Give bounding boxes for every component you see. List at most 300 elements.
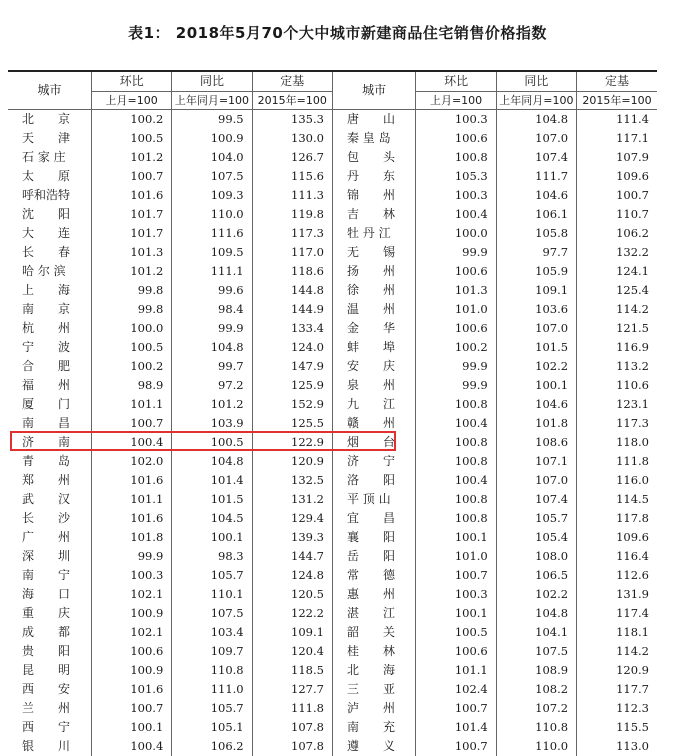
mom-cell: 100.3 — [416, 186, 496, 205]
fixed-cell: 120.9 — [252, 452, 332, 471]
mom-cell: 101.1 — [416, 661, 496, 680]
fixed-cell: 152.9 — [252, 395, 332, 414]
fixed-cell: 117.1 — [577, 129, 657, 148]
city-cell: 成 都 — [8, 623, 91, 642]
fixed-cell: 115.6 — [252, 167, 332, 186]
table-row — [8, 357, 657, 376]
fixed-cell: 125.9 — [252, 376, 332, 395]
mom-cell: 100.8 — [416, 452, 496, 471]
city-cell: 北 京 — [8, 110, 91, 130]
mom-cell: 101.0 — [416, 547, 496, 566]
mom-cell: 101.6 — [91, 509, 171, 528]
city-cell: 上 海 — [8, 281, 91, 300]
city-cell: 呼和浩特 — [8, 186, 91, 205]
fixed-cell: 144.7 — [252, 547, 332, 566]
mom-cell: 100.1 — [91, 718, 171, 737]
yoy-cell: 102.2 — [496, 357, 576, 376]
fixed-cell: 123.1 — [577, 395, 657, 414]
city-cell: 天 津 — [8, 129, 91, 148]
fixed-cell: 118.1 — [577, 623, 657, 642]
fixed-cell: 121.5 — [577, 319, 657, 338]
mom-cell: 101.2 — [91, 262, 171, 281]
mom-cell: 100.5 — [91, 129, 171, 148]
city-cell: 南 昌 — [8, 414, 91, 433]
fixed-column-header-2: 定基 — [577, 71, 657, 92]
city-cell: 长 春 — [8, 243, 91, 262]
fixed-cell: 112.6 — [577, 566, 657, 585]
city-cell: 九 江 — [332, 395, 415, 414]
fixed-cell: 125.4 — [577, 281, 657, 300]
city-cell: 南 充 — [332, 718, 415, 737]
city-cell: 泉 州 — [332, 376, 415, 395]
mom-cell: 100.6 — [416, 262, 496, 281]
yoy-cell: 105.8 — [496, 224, 576, 243]
table-row — [8, 585, 657, 604]
fixed-cell: 111.3 — [252, 186, 332, 205]
table-row — [8, 699, 657, 718]
table-row — [8, 167, 657, 186]
fixed-cell: 116.9 — [577, 338, 657, 357]
city-cell: 扬 州 — [332, 262, 415, 281]
yoy-cell: 101.5 — [172, 490, 252, 509]
city-cell: 重 庆 — [8, 604, 91, 623]
city-cell: 温 州 — [332, 300, 415, 319]
fixed-cell: 119.8 — [252, 205, 332, 224]
yoy-cell: 100.9 — [172, 129, 252, 148]
yoy-cell: 107.0 — [496, 471, 576, 490]
yoy-cell: 105.1 — [172, 718, 252, 737]
city-cell: 西 宁 — [8, 718, 91, 737]
city-cell: 岳 阳 — [332, 547, 415, 566]
table-row — [8, 737, 657, 756]
mom-cell: 100.6 — [91, 642, 171, 661]
fixed-cell: 116.4 — [577, 547, 657, 566]
table-title: 表1： 2018年5月70个大中城市新建商品住宅销售价格指数 — [0, 22, 675, 43]
yoy-cell: 109.1 — [496, 281, 576, 300]
city-cell: 广 州 — [8, 528, 91, 547]
city-cell: 牡 丹 江 — [332, 224, 415, 243]
mom-cell: 101.3 — [91, 243, 171, 262]
yoy-cell: 109.3 — [172, 186, 252, 205]
yoy-cell: 100.1 — [172, 528, 252, 547]
mom-cell: 100.9 — [91, 661, 171, 680]
city-cell: 西 安 — [8, 680, 91, 699]
city-cell: 兰 州 — [8, 699, 91, 718]
yoy-cell: 100.5 — [172, 433, 252, 452]
fixed-cell: 117.3 — [577, 414, 657, 433]
table-row — [8, 452, 657, 471]
fixed-cell: 130.0 — [252, 129, 332, 148]
fixed-cell: 112.3 — [577, 699, 657, 718]
yoy-cell: 107.4 — [496, 490, 576, 509]
table-row — [8, 338, 657, 357]
city-cell: 武 汉 — [8, 490, 91, 509]
fixed-cell: 117.3 — [252, 224, 332, 243]
fixed-cell: 107.8 — [252, 718, 332, 737]
yoy-cell: 99.7 — [172, 357, 252, 376]
city-cell: 厦 门 — [8, 395, 91, 414]
yoy-cell: 101.5 — [496, 338, 576, 357]
mom-cell: 101.8 — [91, 528, 171, 547]
table-row — [8, 395, 657, 414]
yoy-cell: 107.4 — [496, 148, 576, 167]
yoy-cell: 106.1 — [496, 205, 576, 224]
fixed-cell: 122.2 — [252, 604, 332, 623]
fixed-cell: 144.9 — [252, 300, 332, 319]
yoy-cell: 109.5 — [172, 243, 252, 262]
city-cell: 贵 阳 — [8, 642, 91, 661]
yoy-cell: 111.0 — [172, 680, 252, 699]
yoy-cell: 103.6 — [496, 300, 576, 319]
city-cell: 吉 林 — [332, 205, 415, 224]
mom-base-label-2: 上月=100 — [416, 92, 496, 110]
fixed-cell: 100.7 — [577, 186, 657, 205]
table-row — [8, 414, 657, 433]
fixed-cell: 117.4 — [577, 604, 657, 623]
mom-cell: 101.7 — [91, 224, 171, 243]
mom-cell: 100.8 — [416, 509, 496, 528]
fixed-cell: 131.2 — [252, 490, 332, 509]
fixed-cell: 110.7 — [577, 205, 657, 224]
table-row — [8, 148, 657, 167]
fixed-cell: 107.9 — [577, 148, 657, 167]
mom-cell: 100.6 — [416, 129, 496, 148]
mom-cell: 100.4 — [416, 471, 496, 490]
mom-cell: 100.8 — [416, 433, 496, 452]
table-row — [8, 566, 657, 585]
mom-cell: 100.8 — [416, 148, 496, 167]
mom-cell: 100.7 — [416, 737, 496, 756]
fixed-cell: 147.9 — [252, 357, 332, 376]
yoy-cell: 105.7 — [172, 699, 252, 718]
fixed-cell: 109.6 — [577, 528, 657, 547]
yoy-cell: 106.2 — [172, 737, 252, 756]
mom-cell: 101.0 — [416, 300, 496, 319]
yoy-cell: 105.7 — [496, 509, 576, 528]
city-cell: 洛 阳 — [332, 471, 415, 490]
fixed-cell: 110.6 — [577, 376, 657, 395]
mom-cell: 99.9 — [416, 376, 496, 395]
mom-cell: 101.2 — [91, 148, 171, 167]
fixed-cell: 115.5 — [577, 718, 657, 737]
table-row — [8, 376, 657, 395]
city-cell: 郑 州 — [8, 471, 91, 490]
mom-cell: 100.3 — [416, 110, 496, 130]
city-cell: 昆 明 — [8, 661, 91, 680]
fixed-cell: 125.5 — [252, 414, 332, 433]
city-cell: 赣 州 — [332, 414, 415, 433]
mom-cell: 105.3 — [416, 167, 496, 186]
fixed-cell: 107.8 — [252, 737, 332, 756]
fixed-cell: 117.8 — [577, 509, 657, 528]
mom-cell: 100.5 — [416, 623, 496, 642]
city-cell: 包 头 — [332, 148, 415, 167]
mom-column-header: 环比 — [91, 71, 171, 92]
city-cell: 唐 山 — [332, 110, 415, 130]
yoy-cell: 110.0 — [496, 737, 576, 756]
fixed-cell: 132.2 — [577, 243, 657, 262]
yoy-cell: 111.6 — [172, 224, 252, 243]
fixed-cell: 120.9 — [577, 661, 657, 680]
mom-cell: 100.7 — [91, 414, 171, 433]
city-cell: 银 川 — [8, 737, 91, 756]
fixed-cell: 111.8 — [577, 452, 657, 471]
mom-cell: 100.4 — [91, 737, 171, 756]
mom-cell: 98.9 — [91, 376, 171, 395]
fixed-cell: 114.2 — [577, 300, 657, 319]
yoy-cell: 104.8 — [172, 338, 252, 357]
mom-cell: 100.7 — [91, 167, 171, 186]
mom-cell: 100.5 — [91, 338, 171, 357]
fixed-cell: 131.9 — [577, 585, 657, 604]
yoy-cell: 111.1 — [172, 262, 252, 281]
city-cell: 襄 阳 — [332, 528, 415, 547]
table-row — [8, 243, 657, 262]
mom-cell: 101.6 — [91, 471, 171, 490]
yoy-cell: 110.8 — [172, 661, 252, 680]
fixed-base-label-2: 2015年=100 — [577, 92, 657, 110]
fixed-cell: 114.5 — [577, 490, 657, 509]
city-column-header: 城市 — [8, 71, 91, 110]
city-cell: 深 圳 — [8, 547, 91, 566]
mom-cell: 101.1 — [91, 490, 171, 509]
city-cell: 烟 台 — [332, 433, 415, 452]
table-body — [8, 110, 657, 756]
yoy-cell: 99.6 — [172, 281, 252, 300]
yoy-cell: 107.5 — [496, 642, 576, 661]
yoy-cell: 103.9 — [172, 414, 252, 433]
yoy-cell: 101.8 — [496, 414, 576, 433]
mom-cell: 101.6 — [91, 186, 171, 205]
table-row — [8, 319, 657, 338]
fixed-cell: 122.9 — [252, 433, 332, 452]
city-cell: 三 亚 — [332, 680, 415, 699]
yoy-base-label: 上年同月=100 — [172, 92, 252, 110]
city-cell: 丹 东 — [332, 167, 415, 186]
fixed-cell: 124.8 — [252, 566, 332, 585]
fixed-cell: 117.7 — [577, 680, 657, 699]
yoy-cell: 104.1 — [496, 623, 576, 642]
yoy-cell: 101.4 — [172, 471, 252, 490]
table-row — [8, 604, 657, 623]
yoy-cell: 104.6 — [496, 395, 576, 414]
table-row — [8, 680, 657, 699]
fixed-cell: 144.8 — [252, 281, 332, 300]
mom-cell: 100.8 — [416, 490, 496, 509]
table-row — [8, 718, 657, 737]
yoy-cell: 104.8 — [496, 604, 576, 623]
city-cell: 沈 阳 — [8, 205, 91, 224]
fixed-cell: 124.1 — [577, 262, 657, 281]
fixed-column-header: 定基 — [252, 71, 332, 92]
city-column-header-2: 城市 — [332, 71, 415, 110]
mom-cell: 100.8 — [416, 395, 496, 414]
yoy-cell: 102.2 — [496, 585, 576, 604]
mom-cell: 100.0 — [91, 319, 171, 338]
yoy-cell: 108.6 — [496, 433, 576, 452]
city-cell: 韶 关 — [332, 623, 415, 642]
mom-cell: 100.6 — [416, 642, 496, 661]
table-row — [8, 661, 657, 680]
yoy-cell: 97.7 — [496, 243, 576, 262]
table-row — [8, 224, 657, 243]
fixed-cell: 111.4 — [577, 110, 657, 130]
city-cell: 太 原 — [8, 167, 91, 186]
mom-cell: 100.0 — [416, 224, 496, 243]
fixed-cell: 116.0 — [577, 471, 657, 490]
table-row — [8, 110, 657, 130]
yoy-cell: 108.2 — [496, 680, 576, 699]
mom-cell: 101.7 — [91, 205, 171, 224]
mom-cell: 100.3 — [416, 585, 496, 604]
mom-cell: 100.4 — [416, 205, 496, 224]
mom-cell: 100.6 — [416, 319, 496, 338]
mom-cell: 102.1 — [91, 623, 171, 642]
mom-cell: 100.2 — [416, 338, 496, 357]
mom-cell: 100.3 — [91, 566, 171, 585]
city-cell: 济 南 — [8, 433, 91, 452]
yoy-cell: 101.2 — [172, 395, 252, 414]
table-header — [8, 71, 657, 110]
mom-cell: 102.4 — [416, 680, 496, 699]
table-row — [8, 186, 657, 205]
city-cell: 无 锡 — [332, 243, 415, 262]
yoy-cell: 104.5 — [172, 509, 252, 528]
yoy-cell: 99.5 — [172, 110, 252, 130]
fixed-cell: 114.2 — [577, 642, 657, 661]
mom-cell: 100.7 — [416, 699, 496, 718]
fixed-base-label: 2015年=100 — [252, 92, 332, 110]
mom-cell: 100.9 — [91, 604, 171, 623]
mom-cell: 100.4 — [416, 414, 496, 433]
fixed-cell: 135.3 — [252, 110, 332, 130]
mom-cell: 100.2 — [91, 357, 171, 376]
mom-cell: 99.8 — [91, 300, 171, 319]
yoy-cell: 109.7 — [172, 642, 252, 661]
yoy-base-label-2: 上年同月=100 — [496, 92, 576, 110]
yoy-cell: 99.9 — [172, 319, 252, 338]
city-cell: 杭 州 — [8, 319, 91, 338]
city-cell: 泸 州 — [332, 699, 415, 718]
fixed-cell: 129.4 — [252, 509, 332, 528]
yoy-cell: 98.4 — [172, 300, 252, 319]
mom-cell: 99.9 — [416, 243, 496, 262]
city-cell: 海 口 — [8, 585, 91, 604]
city-cell: 桂 林 — [332, 642, 415, 661]
city-cell: 长 沙 — [8, 509, 91, 528]
city-cell: 宁 波 — [8, 338, 91, 357]
mom-cell: 101.6 — [91, 680, 171, 699]
yoy-cell: 104.6 — [496, 186, 576, 205]
city-cell: 平 顶 山 — [332, 490, 415, 509]
yoy-column-header-2: 同比 — [496, 71, 576, 92]
mom-cell: 101.3 — [416, 281, 496, 300]
fixed-cell: 126.7 — [252, 148, 332, 167]
fixed-cell: 117.0 — [252, 243, 332, 262]
yoy-cell: 108.0 — [496, 547, 576, 566]
fixed-cell: 120.5 — [252, 585, 332, 604]
city-cell: 蚌 埠 — [332, 338, 415, 357]
table-row — [8, 205, 657, 224]
yoy-cell: 107.5 — [172, 167, 252, 186]
fixed-cell: 106.2 — [577, 224, 657, 243]
yoy-cell: 107.0 — [496, 319, 576, 338]
table-row — [8, 547, 657, 566]
table-row — [8, 433, 657, 452]
mom-cell: 102.0 — [91, 452, 171, 471]
city-cell: 遵 义 — [332, 737, 415, 756]
city-cell: 南 京 — [8, 300, 91, 319]
mom-cell: 99.8 — [91, 281, 171, 300]
yoy-cell: 105.9 — [496, 262, 576, 281]
city-cell: 徐 州 — [332, 281, 415, 300]
yoy-cell: 98.3 — [172, 547, 252, 566]
yoy-cell: 105.7 — [172, 566, 252, 585]
fixed-cell: 109.1 — [252, 623, 332, 642]
fixed-cell: 113.0 — [577, 737, 657, 756]
yoy-cell: 108.9 — [496, 661, 576, 680]
table-row — [8, 642, 657, 661]
fixed-cell: 139.3 — [252, 528, 332, 547]
table-row — [8, 300, 657, 319]
mom-cell: 99.9 — [416, 357, 496, 376]
fixed-cell: 124.0 — [252, 338, 332, 357]
table-row — [8, 490, 657, 509]
yoy-cell: 104.8 — [172, 452, 252, 471]
yoy-cell: 111.7 — [496, 167, 576, 186]
city-cell: 青 岛 — [8, 452, 91, 471]
mom-cell: 100.2 — [91, 110, 171, 130]
yoy-cell: 107.2 — [496, 699, 576, 718]
city-cell: 宜 昌 — [332, 509, 415, 528]
city-cell: 安 庆 — [332, 357, 415, 376]
mom-base-label: 上月=100 — [91, 92, 171, 110]
city-cell: 大 连 — [8, 224, 91, 243]
yoy-cell: 103.4 — [172, 623, 252, 642]
yoy-cell: 105.4 — [496, 528, 576, 547]
fixed-cell: 118.6 — [252, 262, 332, 281]
yoy-column-header: 同比 — [172, 71, 252, 92]
fixed-cell: 109.6 — [577, 167, 657, 186]
fixed-cell: 118.5 — [252, 661, 332, 680]
yoy-cell: 110.8 — [496, 718, 576, 737]
mom-cell: 101.4 — [416, 718, 496, 737]
table-row — [8, 623, 657, 642]
fixed-cell: 113.2 — [577, 357, 657, 376]
yoy-cell: 107.0 — [496, 129, 576, 148]
mom-cell: 100.1 — [416, 528, 496, 547]
city-cell: 石 家 庄 — [8, 148, 91, 167]
yoy-cell: 107.1 — [496, 452, 576, 471]
mom-cell: 101.1 — [91, 395, 171, 414]
yoy-cell: 100.1 — [496, 376, 576, 395]
price-index-table — [8, 70, 657, 756]
city-cell: 锦 州 — [332, 186, 415, 205]
table-row — [8, 509, 657, 528]
city-cell: 合 肥 — [8, 357, 91, 376]
fixed-cell: 133.4 — [252, 319, 332, 338]
city-cell: 哈 尔 滨 — [8, 262, 91, 281]
table-row — [8, 262, 657, 281]
city-cell: 福 州 — [8, 376, 91, 395]
city-cell: 北 海 — [332, 661, 415, 680]
city-cell: 惠 州 — [332, 585, 415, 604]
yoy-cell: 97.2 — [172, 376, 252, 395]
table-row — [8, 471, 657, 490]
mom-cell: 100.1 — [416, 604, 496, 623]
yoy-cell: 104.8 — [496, 110, 576, 130]
mom-cell: 99.9 — [91, 547, 171, 566]
